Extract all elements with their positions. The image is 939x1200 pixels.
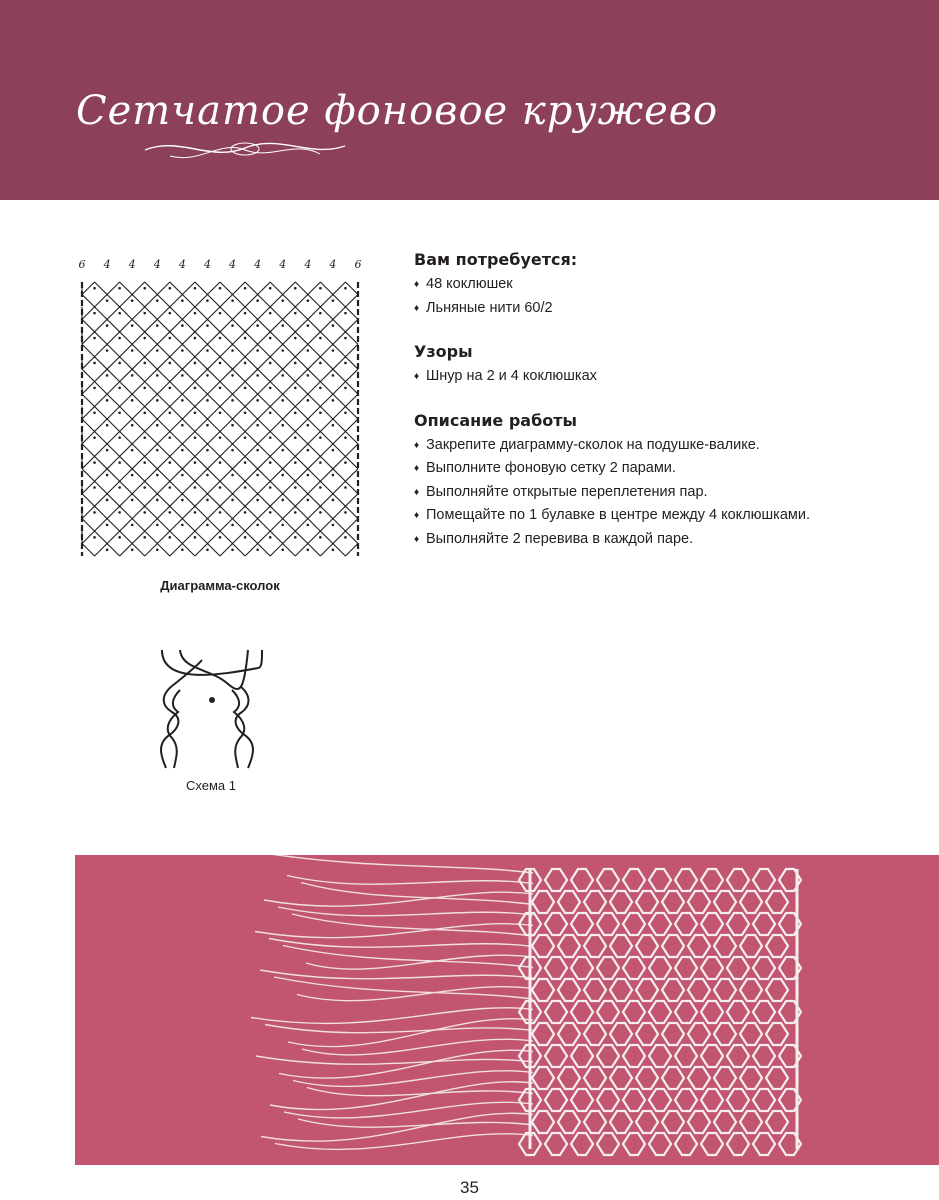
list-item: ♦ Шнур на 2 и 4 коклюшках [414, 365, 914, 389]
pair-count-label: 4 [229, 258, 237, 271]
pair-count-label: 6 [78, 258, 86, 271]
lace-photo-illustration [75, 855, 939, 1165]
pair-count-label: 4 [329, 258, 337, 271]
list-item: ♦ 48 коклюшек [414, 273, 914, 297]
pair-count-label: 4 [304, 258, 312, 271]
loose-threads [250, 855, 533, 1149]
pair-count-label: 4 [128, 258, 136, 271]
list-item: ♦ Выполняйте 2 перевива в каждой паре. [414, 528, 914, 552]
pair-count-label: 4 [178, 258, 186, 271]
pair-count-label: 4 [254, 258, 262, 271]
list-item: ♦ Помещайте по 1 булавке в центре между 4 коклюшками. [414, 504, 914, 528]
pair-count-label: 6 [354, 258, 362, 271]
instructions-list [414, 434, 914, 552]
list-item: ♦ Льняные нити 60/2 [414, 297, 914, 321]
pair-count-label: 4 [153, 258, 161, 271]
patterns-list [414, 365, 914, 389]
instructions-heading: Описание работы [414, 410, 577, 430]
materials-section [414, 250, 914, 320]
materials-list [414, 273, 914, 320]
pricking-net [82, 282, 358, 556]
scheme-caption: Схема 1 [186, 778, 236, 793]
lace-photo [75, 855, 939, 1165]
page-number: 35 [460, 1178, 479, 1197]
scheme-diagram [150, 640, 272, 770]
title-flourish [140, 128, 350, 170]
header-band [0, 0, 939, 200]
instructions-section [414, 411, 914, 552]
patterns-section [414, 342, 914, 389]
page-title: Сетчатое фоновое кружево [76, 88, 719, 134]
materials-heading: Вам потребуется: [414, 250, 578, 269]
pair-count-label: 4 [103, 258, 111, 271]
pricking-diagram [68, 250, 368, 570]
pricking-caption: Диаграмма-сколок [160, 578, 280, 593]
pair-count-label: 4 [279, 258, 287, 271]
patterns-heading: Узоры [414, 342, 473, 361]
pair-count-label: 4 [203, 258, 211, 271]
list-item: ♦ Выполняйте открытые переплетения пар. [414, 481, 914, 505]
info-column [414, 250, 914, 573]
list-item: ♦ Закрепите диаграмму-сколок на подушке-валике. [414, 434, 914, 458]
lace-net [519, 869, 801, 1155]
list-item: ♦ Выполните фоновую сетку 2 парами. [414, 457, 914, 481]
pricking-pins [93, 287, 347, 551]
